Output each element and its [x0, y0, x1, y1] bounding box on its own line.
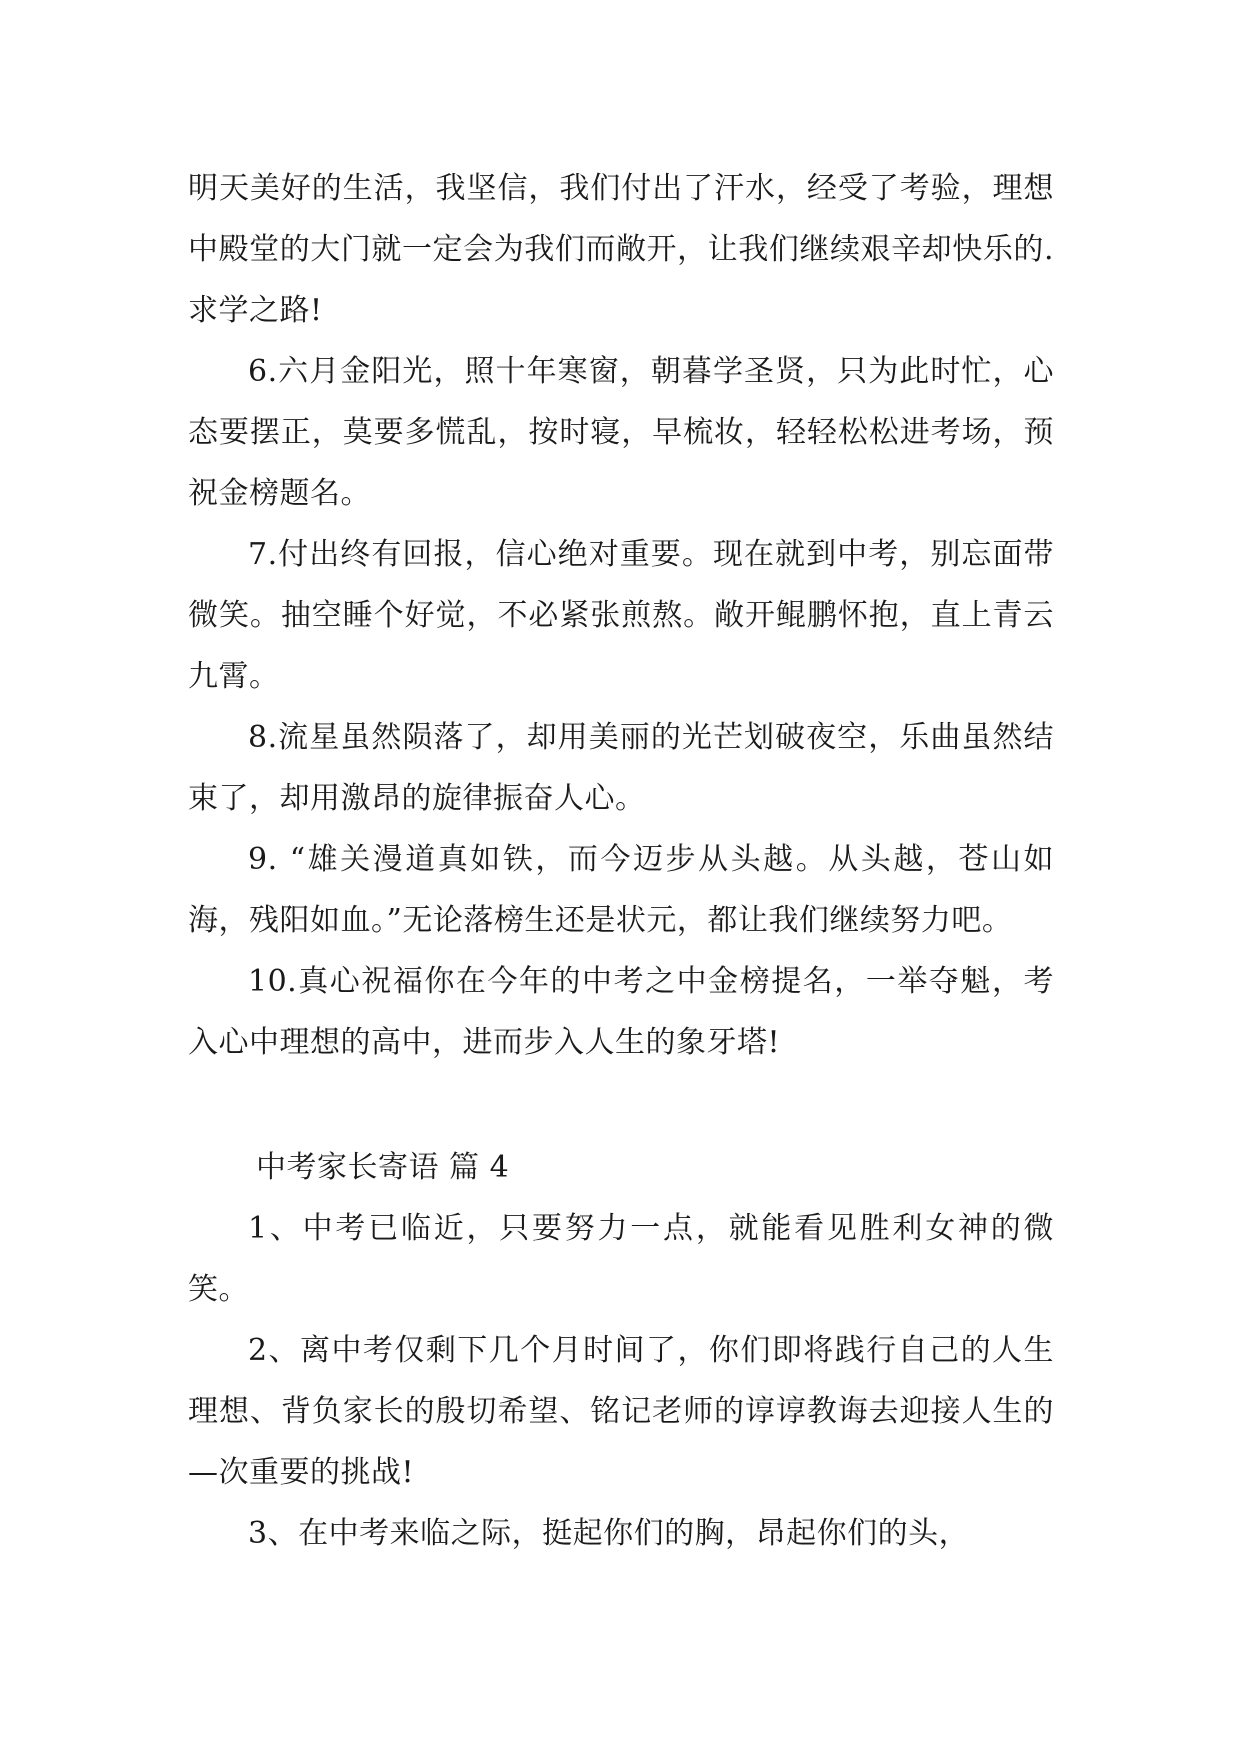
paragraph-section4-item-1: 1、中考已临近，只要努力一点，就能看见胜利女神的微笑。: [188, 1211, 1054, 1307]
paragraph-item-7: 7.付出终有回报，信心绝对重要。现在就到中考，别忘面带微笑。抽空睡个好觉，不必紧张煎熬。敞开鲲鹏怀抱，直上青云九霄。: [188, 537, 1054, 694]
paragraph-section4-item-2: 2、离中考仅剩下几个月时间了，你们即将践行自己的人生理想、背负家长的殷切希望、铭记老师的谆谆教诲去迎接人生的—次重要的挑战!: [188, 1333, 1054, 1490]
document-body: [188, 158, 1054, 1564]
paragraph-item-9: 9. “雄关漫道真如铁，而今迈步从头越。从头越，苍山如海，残阳如血。”无论落榜生还是状元，都让我们继续努力吧。: [188, 842, 1054, 938]
paragraph-item-8: 8.流星虽然陨落了，却用美丽的光芒划破夜空，乐曲虽然结束了，却用激昂的旋律振奋人心。: [188, 720, 1054, 816]
paragraph-item-6: 6.六月金阳光，照十年寒窗，朝暮学圣贤，只为此时忙，心态要摆正，莫要多慌乱，按时寝，早梳妆，轻轻松松进考场，预祝金榜题名。: [188, 354, 1054, 511]
paragraph-continuation: 明天美好的生活，我坚信，我们付出了汗水，经受了考验，理想中殿堂的大门就一定会为我们而敞开，让我们继续艰辛却快乐的.求学之路!: [188, 171, 1054, 328]
paragraph-item-10: 10.真心祝福你在今年的中考之中金榜提名，一举夺魁，考入心中理想的高中，进而步入人生的象牙塔!: [188, 964, 1054, 1060]
paragraph-section4-item-3: 3、在中考来临之际，挺起你们的胸，昂起你们的头，: [248, 1516, 970, 1551]
section-heading: 中考家长寄语 篇 4: [256, 1150, 510, 1185]
